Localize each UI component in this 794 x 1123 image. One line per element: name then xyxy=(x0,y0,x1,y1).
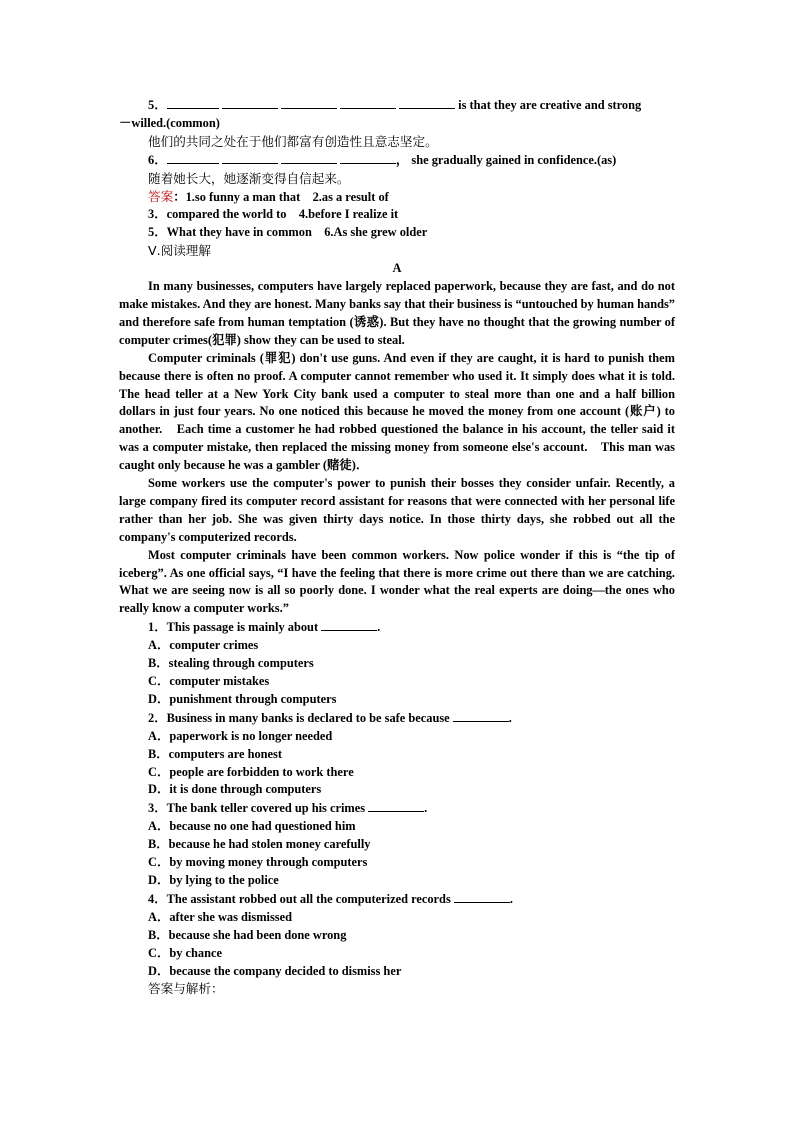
option: B．stealing through computers xyxy=(148,656,314,671)
answer-blank xyxy=(453,709,509,722)
option: C．by chance xyxy=(148,945,222,960)
answer-blank xyxy=(222,151,278,164)
answer-text: ：1.so funny a man that 2.as a result of xyxy=(173,189,389,204)
answer-blank xyxy=(368,799,424,812)
option: B．because she had been done wrong xyxy=(148,927,347,942)
answer-line xyxy=(119,188,675,207)
answer-label: 答案 xyxy=(148,188,174,204)
option: C．by moving money through computers xyxy=(148,855,368,870)
question-end: . xyxy=(424,801,428,816)
question-stem xyxy=(119,709,675,728)
chinese-sentence: 随着她长大，她逐渐变得自信起来。 xyxy=(148,170,350,186)
worksheet-page xyxy=(119,96,675,998)
answer-line: 3．compared the world to 4.before I realize it xyxy=(148,207,399,222)
option: A．paperwork is no longer needed xyxy=(148,728,333,743)
option: D．because the company decided to dismiss her xyxy=(148,963,402,978)
item-text: is that they are creative and strong xyxy=(455,98,642,112)
question-stem xyxy=(119,799,675,818)
answer-blank xyxy=(281,96,337,109)
item-number: 5． xyxy=(148,98,167,112)
item-text: ， she gradually gained in confidence.(as) xyxy=(395,152,617,167)
question-text: 3．The bank teller covered up his crimes xyxy=(148,801,369,816)
answer-blank xyxy=(281,151,337,164)
answer-blank xyxy=(399,96,455,109)
question-end: . xyxy=(377,620,381,635)
question-stem xyxy=(119,618,675,637)
answer-blank xyxy=(167,151,219,164)
passage-paragraph: Some workers use the computer's power to punish their bosses they consider unfair. Recently, a large company fired its computer record assistant for reasons that were connected with her personal life rather than her job. She was given thirty days notice. In those thirty days, she robbed out all the company's computerized records. xyxy=(119,476,675,544)
answer-blank xyxy=(340,96,396,109)
translation-item-5 xyxy=(119,96,675,115)
option: C．people are forbidden to work there xyxy=(148,764,354,779)
option: A．because no one had questioned him xyxy=(148,819,356,834)
passage-body xyxy=(119,278,675,618)
option: D．by lying to the police xyxy=(148,872,279,887)
answer-blank xyxy=(222,96,278,109)
item-number: 6． xyxy=(148,152,167,167)
item-continuation: －willed.(common) xyxy=(119,115,220,130)
option: D．it is done through computers xyxy=(148,782,322,797)
answer-blank xyxy=(340,151,396,164)
question-end: . xyxy=(509,891,513,906)
passage-paragraph: Most computer criminals have been common workers. Now police wonder if this is “the tip of iceberg”. As one official says, “I have the feeling that there is more crime out there than we are catching. What we are seeing now is all so poorly done. I wonder what the real experts are doing—the ones who really know a computer works.” xyxy=(119,547,675,616)
option: B．computers are honest xyxy=(148,746,282,761)
section-title: Ⅴ.阅读理解 xyxy=(148,243,211,259)
answer-blank xyxy=(454,890,510,903)
question-stem xyxy=(119,890,675,909)
option: D．punishment through computers xyxy=(148,691,337,706)
question-end: . xyxy=(508,710,512,725)
option: C．computer mistakes xyxy=(148,674,270,688)
question-text: 4．The assistant robbed out all the computerized records xyxy=(148,891,454,906)
passage-paragraph: Computer criminals (罪犯) don't use guns. And even if they are caught, it is hard to punish them because there is often no proof. A computer cannot remember who used it. It simply does what it is told. The head teller at a New York City bank used a computer to steal more than one and a half billion dollars in just four years. No one noticed this because he moved the money from one account (账户) to another. Each time a customer he had robbed questioned the balance in his account, the teller said it was a computer mistake, then replaced the missing money from someone else's account. This man was caught only because he was a gambler (赌徒)． xyxy=(119,350,675,473)
question-text: 1．This passage is mainly about xyxy=(148,620,322,635)
answer-blank xyxy=(167,96,219,109)
question-text: 2．Business in many banks is declared to be safe because xyxy=(148,710,453,725)
answer-blank xyxy=(321,618,377,631)
chinese-sentence: 他们的共同之处在于他们都富有创造性且意志坚定。 xyxy=(148,133,438,149)
answer-line: 5．What they have in common 6.As she grew older xyxy=(148,225,428,240)
passage-paragraph: In many businesses, computers have largely replaced paperwork, because they are fast, and do not make mistakes. And they are honest. Many banks say that their business is “untouched by human hands” and therefore safe from human temptation (诱惑). But they have no thought that the growing number of computer crimes(犯罪) show they can be used to steal. xyxy=(119,279,675,347)
explanation-label: 答案与解析： xyxy=(148,981,224,997)
option: A．after she was dismissed xyxy=(148,909,292,924)
translation-item-6 xyxy=(119,151,675,170)
option: B．because he had stolen money carefully xyxy=(148,837,371,852)
passage-label: A xyxy=(392,261,402,276)
option: A．computer crimes xyxy=(148,638,259,653)
